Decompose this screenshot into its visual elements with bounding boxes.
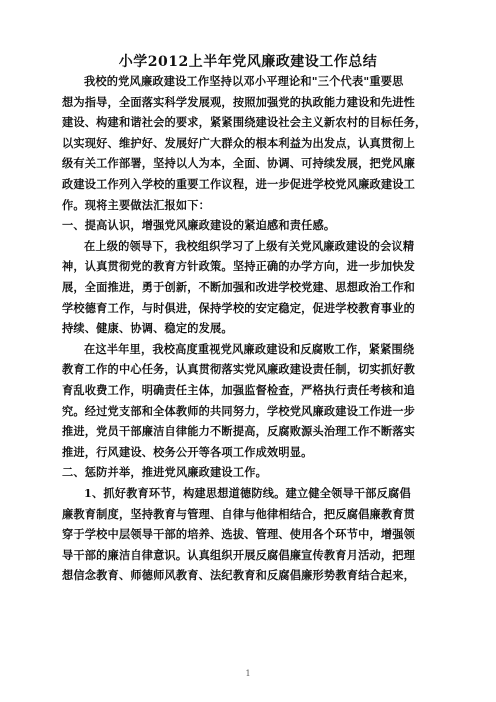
paragraph-line: 推进，党员干部廉洁自律能力不断提高，反腐败源头治理工作不断落实 [62, 424, 416, 438]
document-title: 小学2012上半年党风廉政建设工作总结 [118, 54, 378, 70]
paragraph-line: 作。现将主要做法汇报如下： [62, 198, 211, 212]
paragraph-line: 穿于学校中层领导干部的培养、选拔、管理、使用各个环节中，增强领 [62, 527, 416, 541]
paragraph-line: 我校的党风廉政建设工作坚持以邓小平理论和"三个代表"重要思 [84, 74, 404, 88]
paragraph-line: 想信念教育、师德师风教育、法纪教育和反腐倡廉形势教育结合起来， [62, 568, 416, 582]
section-heading: 一、提高认识，增强党风廉政建设的紧迫感和责任感。 [62, 218, 336, 232]
paragraph-line: 以实现好、维护好、发展好广大群众的根本利益为出发点，认真贯彻上 [62, 136, 416, 150]
paragraph-line: 建设、构建和谐社会的要求，紧紧围绕建设社会主义新农村的目标任务， [62, 115, 427, 129]
paragraph-line: 在上级的领导下，我校组织学习了上级有关党风廉政建设的会议精 [84, 239, 415, 253]
paragraph-line: 究。经过党支部和全体教师的共同努力，学校党风廉政建设工作进一步 [62, 404, 416, 418]
paragraph-line: 教育工作的中心任务，认真贯彻落实党风廉政建设责任制，切实抓好教 [62, 362, 416, 376]
paragraph-line: 1、抓好教育环节，构建思想道德防线。建立健全领导干部反腐倡 [84, 486, 411, 500]
paragraph-line: 推进，行风建设、校务公开等各项工作成效明显。 [62, 445, 313, 459]
paragraph-line: 政建设工作列入学校的重要工作议程，进一步促进学校党风廉政建设工 [62, 177, 416, 191]
page-number: 1 [245, 669, 251, 678]
paragraph-line: 想为指导，全面落实科学发展观，按照加强党的执政能力建设和先进性 [62, 95, 416, 109]
paragraph-line: 展，全面推进，勇于创新，不断加强和改进学校党建、思想政治工作和 [62, 280, 416, 294]
paragraph-line: 在这半年里，我校高度重视党风廉政建设和反腐败工作，紧紧围绕 [84, 342, 415, 356]
section-heading: 二、惩防并举，推进党风廉政建设工作。 [62, 465, 267, 479]
paragraph-line: 级有关工作部署，坚持以人为本，全面、协调、可持续发展，把党风廉 [62, 156, 416, 170]
paragraph-line: 学校德育工作，与时俱进，保持学校的安定稳定，促进学校教育事业的 [62, 301, 416, 315]
paragraph-line: 持续、健康、协调、稳定的发展。 [62, 321, 233, 335]
paragraph-line: 育乱收费工作，明确责任主体，加强监督检查，严格执行责任考核和追 [62, 383, 416, 397]
paragraph-line: 导干部的廉洁自律意识。认真组织开展反腐倡廉宣传教育月活动，把理 [62, 548, 416, 562]
paragraph-line: 神，认真贯彻党的教育方针政策。坚持正确的办学方向，进一步加快发 [62, 259, 416, 273]
paragraph-line: 廉教育制度，坚持教育与管理、自律与他律相结合，把反腐倡廉教育贯 [62, 507, 416, 521]
